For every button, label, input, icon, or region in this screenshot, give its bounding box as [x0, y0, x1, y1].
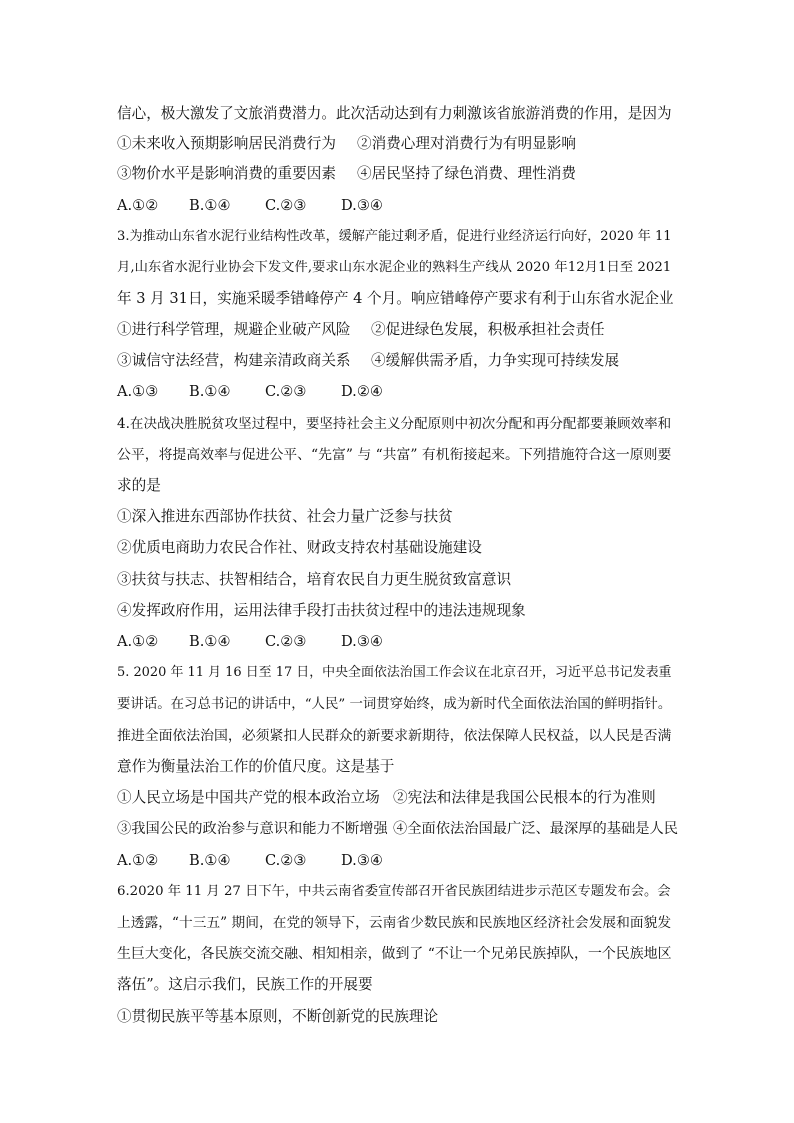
question-5-options-row-1	[117, 786, 677, 810]
choice-c: C.②③	[265, 633, 307, 650]
question-5-stem-line-4: 意作为衡量法治工作的价值尺度。这是基于	[117, 758, 395, 775]
question-5-options-row-2	[117, 817, 677, 841]
question-4-option-4: ④发挥政府作用，运用法律手段打击扶贫过程中的违法违规现象	[117, 602, 526, 619]
question-5-stem-line-1: 5. 2020 年 11 月 16 日至 17 日，中央全面依法治国工作会议在北京召开，习近平总书记发表重	[117, 665, 672, 680]
choice-c: C.②③	[265, 383, 307, 400]
question-6-stem-line-2: 上透露，“十三五” 期间，在党的领导下，云南省少数民族和民族地区经济社会发展和面貌发	[117, 915, 672, 931]
question-4-option-2: ②优质电商助力农民合作社、财政支持农村基础设施建设	[117, 539, 482, 556]
question-4-stem-line-2: 公平，将提高效率与促进公平、“先富” 与 “共富” 有机衔接起来。下列措施符合这一原则要	[117, 447, 672, 463]
choice-d: D.③④	[341, 633, 383, 650]
choice-a: A.①②	[117, 633, 159, 650]
choice-a: A.①③	[117, 383, 159, 400]
question-5-choices	[117, 849, 677, 873]
question-4-option-3: ③扶贫与扶志、扶智相结合，培育农民自力更生脱贫致富意识	[117, 571, 512, 588]
choice-b: B.①④	[189, 633, 231, 650]
question-4-option-1: ①深入推进东西部协作扶贫、社会力量广泛参与扶贫	[117, 508, 453, 525]
question-3-option-2: ②促进绿色发展，积极承担社会责任	[371, 321, 605, 338]
choice-d: D.③④	[341, 852, 383, 869]
question-2-option-2: ②消费心理对消费行为有明显影响	[357, 135, 576, 152]
question-5-stem-line-2: 要讲话。在习总书记的讲话中，“人民” 一词贯穿始终，成为新时代全面依法治国的鲜明指针。	[117, 697, 672, 712]
question-6-stem-line-4: 落伍”。这启示我们，民族工作的开展要	[117, 976, 373, 993]
question-3-stem-line-2: 月,山东省水泥行业协会下发文件,要求山东水泥企业的熟料生产线从 2020 年12月1日至 2021	[117, 260, 672, 275]
question-2-options-row-2	[117, 162, 677, 186]
choice-d: D.③④	[341, 197, 383, 214]
question-6-stem-line-3: 生巨大变化，各民族交流交融、相知相亲，做到了 “不让一个兄弟民族掉队，一个民族地区	[117, 946, 672, 962]
question-2-choices	[117, 194, 677, 218]
question-5-option-2: ②宪法和法律是我国公民根本的行为准则	[393, 789, 656, 806]
question-4-stem-line-1: 4.在决战决胜脱贫攻坚过程中，要坚持社会主义分配原则中初次分配和再分配都要兼顾效率和	[117, 416, 672, 432]
question-3-stem-line-1: 3.为推动山东省水泥行业结构性改革，缓解产能过剩矛盾，促进行业经济运行向好，2020 年 11	[117, 229, 672, 244]
question-2-option-1: ①未来收入预期影响居民消费行为	[117, 135, 336, 152]
question-3-choices	[117, 380, 677, 404]
choice-d: D.②④	[341, 383, 383, 400]
choice-a: A.①②	[117, 197, 159, 214]
choice-a: A.①②	[117, 852, 159, 869]
question-2-options-row-1	[117, 132, 677, 156]
question-6-option-1: ①贯彻民族平等基本原则，不断创新党的民族理论	[117, 1008, 439, 1025]
choice-b: B.①④	[189, 197, 231, 214]
choice-c: C.②③	[265, 197, 307, 214]
choice-c: C.②③	[265, 852, 307, 869]
question-4-choices	[117, 630, 677, 654]
question-2-stem-tail: 信心，极大激发了文旅消费潜力。此次活动达到有力刺激该省旅游消费的作用，是因为	[117, 105, 672, 122]
question-3-options-row-2	[117, 349, 677, 373]
question-5-stem-line-3: 推进全面依法治国，必须紧扣人民群众的新要求新期待，依法保障人民权益，以人民是否满	[117, 728, 672, 744]
question-5-option-4: ④全面依法治国最广泛、最深厚的基础是人民	[393, 821, 679, 837]
choice-b: B.①④	[189, 383, 231, 400]
question-5-option-3: ③我国公民的政治参与意识和能力不断增强	[117, 821, 388, 837]
question-2-option-4: ④居民坚持了绿色消费、理性消费	[357, 165, 576, 182]
question-6-stem-line-1: 6.2020 年 11 月 27 日下午，中共云南省委宣传部召开省民族团结进步示范区专题发布会。会	[117, 884, 671, 899]
question-2-option-3: ③物价水平是影响消费的重要因素	[117, 165, 336, 182]
question-3-option-3: ③诚信守法经营，构建亲清政商关系	[117, 352, 351, 369]
question-3-option-4: ④缓解供需矛盾，力争实现可持续发展	[371, 352, 620, 369]
question-3-options-row-1	[117, 318, 677, 342]
question-5-option-1: ①人民立场是中国共产党的根本政治立场	[117, 789, 380, 806]
question-3-option-1: ①进行科学管理，规避企业破产风险	[117, 321, 351, 338]
choice-b: B.①④	[189, 852, 231, 869]
question-4-stem-line-3: 求的是	[117, 477, 161, 494]
question-3-stem-line-3: 年 3 月 31日，实施采暖季错峰停产 4 个月。响应错峰停产要求有利于山东省水泥企业	[117, 290, 674, 307]
